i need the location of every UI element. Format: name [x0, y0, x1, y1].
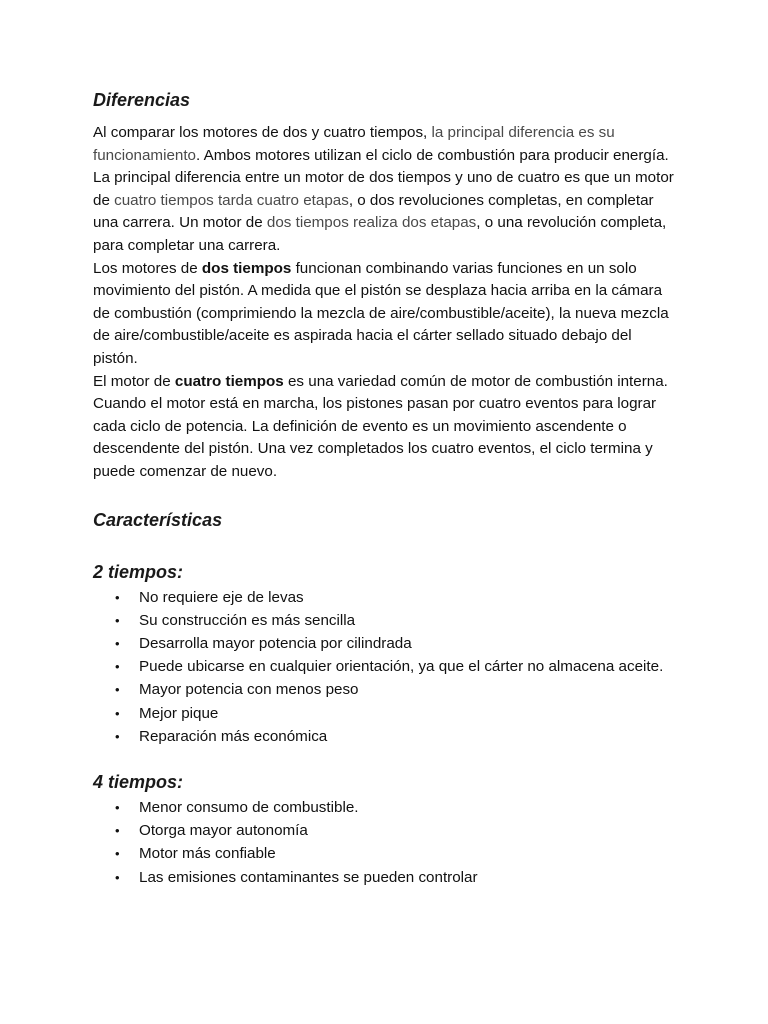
- heading-2-tiempos: 2 tiempos:: [93, 561, 184, 582]
- heading-caracteristicas: Características: [93, 509, 223, 530]
- bullet-icon: •: [115, 589, 120, 605]
- paragraph-main-difference: [93, 167, 675, 257]
- bullet-icon: •: [115, 869, 120, 885]
- list-item: [93, 702, 675, 725]
- bullet-icon: •: [115, 728, 120, 744]
- list-item-text: Motor más confiable: [139, 845, 276, 863]
- list-item-text: Menor consumo de combustible.: [139, 798, 359, 816]
- list-item: [93, 678, 675, 701]
- document-page: [93, 86, 675, 889]
- list-item: [93, 655, 675, 678]
- text-run: . Ambos motores utilizan el ciclo de combustión para producir energía.: [196, 146, 669, 164]
- list-item: [93, 725, 675, 748]
- list-item-text: Otorga mayor autonomía: [139, 822, 308, 840]
- list-item: [93, 586, 675, 609]
- list-item-text: Su construcción es más sencilla: [139, 611, 356, 629]
- bullet-icon: •: [115, 682, 120, 698]
- text-run: es una variedad común de motor de combustión interna. Cuando el motor está en marcha, los pistones pasan por cuatro eventos para lograr cada ciclo de potencia. La definición de evento es un movimiento ascendente o descendente del pistón. Una vez completados los cuatro eventos, el ciclo termina y puede comenzar de nuevo.: [93, 372, 668, 480]
- highlighted-text: la principal diferencia es su funcionamiento: [93, 124, 615, 164]
- list-item: [93, 866, 675, 889]
- bullet-icon: •: [115, 799, 120, 815]
- list-item-text: Las emisiones contaminantes se pueden controlar: [139, 868, 478, 886]
- list-2-tiempos: [93, 586, 675, 748]
- bold-text: dos tiempos: [201, 259, 292, 277]
- heading-diferencias: Diferencias: [93, 90, 191, 110]
- highlighted-text: dos tiempos realiza dos etapas: [266, 214, 477, 232]
- text-run: La principal diferencia entre un motor de dos tiempos y uno de cuatro es que un motor de: [93, 169, 674, 209]
- highlighted-text: cuatro tiempos tarda cuatro etapas: [114, 191, 349, 209]
- list-item-text: No requiere eje de levas: [139, 588, 304, 606]
- text-run: , o una revolución completa, para completar una carrera.: [93, 214, 667, 254]
- list-item: [93, 796, 675, 819]
- text-run: , o dos revoluciones completas, en completar una carrera. Un motor de: [93, 191, 654, 232]
- text-run: Los motores de: [93, 259, 202, 277]
- heading-4-tiempos: 4 tiempos:: [93, 771, 184, 792]
- bold-text: cuatro tiempos: [174, 372, 284, 390]
- list-item-text: Mejor pique: [139, 704, 219, 722]
- list-item-text: Desarrolla mayor potencia por cilindrada: [139, 634, 412, 652]
- list-item: [93, 819, 675, 842]
- bullet-icon: •: [115, 635, 120, 651]
- bullet-icon: •: [115, 846, 120, 862]
- list-item-text: Reparación más económica: [139, 727, 328, 745]
- paragraph-two-stroke: [93, 258, 675, 371]
- paragraph-four-stroke: [93, 371, 675, 484]
- list-item-text: Puede ubicarse en cualquier orientación, ya que el cárter no almacena aceite.: [139, 658, 664, 676]
- text-run: Al comparar los motores de dos y cuatro tiempos,: [93, 124, 432, 141]
- bullet-icon: •: [115, 823, 120, 839]
- text-run: funcionan combinando varias funciones en un solo movimiento del pistón. A medida que el pistón se desplaza hacia arriba en la cámara de combustión (comprimiendo la mezcla de aire/combustible/aceite), la nueva mezcla de aire/combustible/aceite es aspirada hacia el cárter sellado situado debajo del pistón.: [93, 259, 669, 367]
- bullet-icon: •: [115, 659, 120, 675]
- list-item: [93, 842, 675, 865]
- list-item-text: Mayor potencia con menos peso: [139, 681, 359, 699]
- bullet-icon: •: [115, 705, 120, 721]
- list-item: [93, 609, 675, 632]
- list-4-tiempos: [93, 796, 675, 889]
- list-item: [93, 632, 675, 655]
- bullet-icon: •: [115, 612, 120, 628]
- paragraph-comparison: [93, 122, 675, 167]
- text-run: El motor de: [93, 372, 175, 390]
